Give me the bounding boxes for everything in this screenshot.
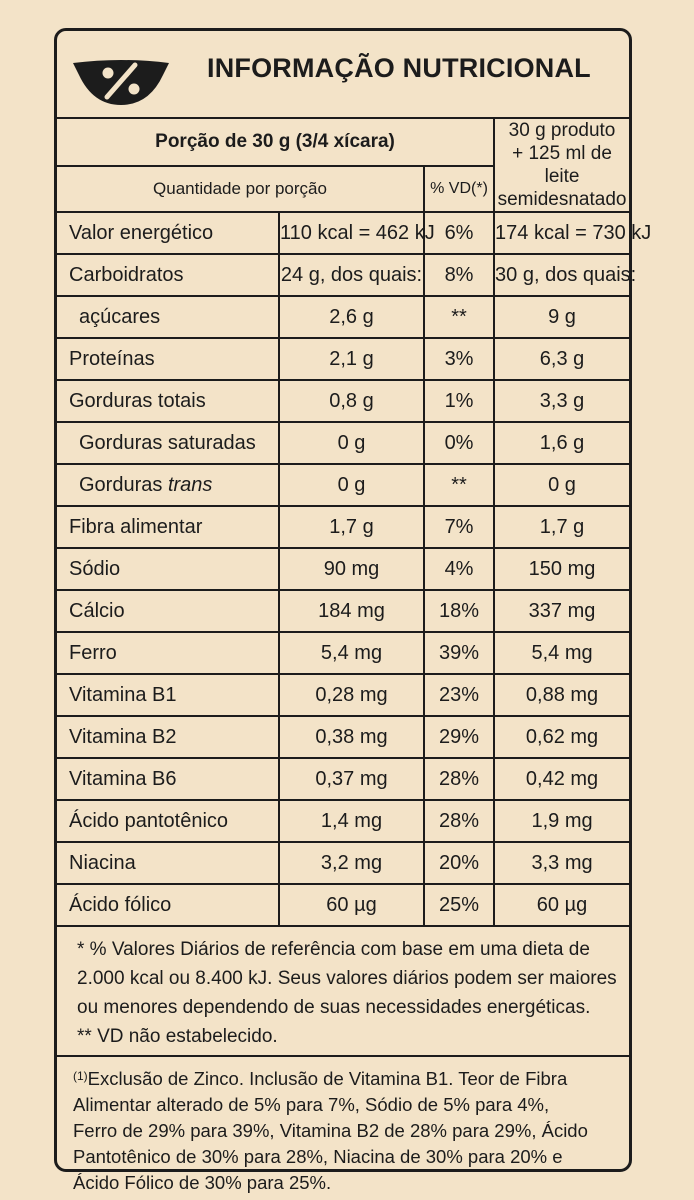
- amount-per-serving: 60 µg: [279, 884, 424, 926]
- daily-value-percent: 28%: [424, 758, 494, 800]
- nutrient-name-text: açúcares: [79, 305, 161, 328]
- nutrient-name: [57, 674, 279, 716]
- nutrient-name-text: Ácido pantotênico: [69, 809, 229, 832]
- nutrient-name-text: Ferro: [69, 641, 117, 664]
- table-row: [57, 506, 629, 548]
- daily-value-percent: 18%: [424, 590, 494, 632]
- amount-with-milk: 5,4 mg: [494, 632, 629, 674]
- nutrient-name-italic: trans: [167, 473, 213, 496]
- nutrient-name: [57, 254, 279, 296]
- amount-per-serving: 110 kcal = 462 kJ: [279, 212, 424, 254]
- daily-value-percent: 23%: [424, 674, 494, 716]
- table-row: [57, 212, 629, 254]
- daily-value-percent: 28%: [424, 800, 494, 842]
- amount-per-serving: 2,6 g: [279, 296, 424, 338]
- nutrient-name-text: Valor energético: [69, 221, 214, 244]
- amount-per-serving: 0,8 g: [279, 380, 424, 422]
- daily-value-percent: 1%: [424, 380, 494, 422]
- nutrient-name: [57, 506, 279, 548]
- nutrient-name-text: Ácido fólico: [69, 893, 172, 916]
- amount-per-serving: 184 mg: [279, 590, 424, 632]
- amount-with-milk: 1,6 g: [494, 422, 629, 464]
- vd-header: % VD(*): [424, 166, 494, 212]
- with-milk-header-line: 30 g produto: [508, 120, 616, 141]
- daily-value-percent: 25%: [424, 884, 494, 926]
- amount-with-milk: 0,88 mg: [494, 674, 629, 716]
- nutrient-name-text: Niacina: [69, 851, 136, 874]
- amount-with-milk: 1,9 mg: [494, 800, 629, 842]
- amount-with-milk: 0,62 mg: [494, 716, 629, 758]
- amount-with-milk: 9 g: [494, 296, 629, 338]
- table-row: [57, 338, 629, 380]
- footnotes: [57, 927, 629, 1055]
- with-milk-header-line: semidesnatado: [497, 189, 627, 210]
- legal-notes: [57, 1057, 629, 1196]
- amount-per-serving: 0 g: [279, 464, 424, 506]
- nutrient-name-text: Gorduras totais: [69, 389, 206, 412]
- page-title: INFORMAÇÃO NUTRICIONAL: [207, 53, 591, 83]
- amount-with-milk: 150 mg: [494, 548, 629, 590]
- amount-with-milk: 3,3 g: [494, 380, 629, 422]
- amount-with-milk: 0 g: [494, 464, 629, 506]
- daily-value-percent: 29%: [424, 716, 494, 758]
- table-row: [57, 380, 629, 422]
- with-milk-header: [494, 118, 629, 212]
- nutrient-name: [57, 800, 279, 842]
- amount-per-serving: 0 g: [279, 422, 424, 464]
- amount-per-serving: 90 mg: [279, 548, 424, 590]
- legal-line: Pantotênico de 30% para 28%, Niacina de 30% para 20% e: [73, 1146, 563, 1167]
- footnote-line: * % Valores Diários de referência com base em uma dieta de: [77, 939, 590, 960]
- amount-with-milk: 30 g, dos quais:: [494, 254, 629, 296]
- table-row: [57, 758, 629, 800]
- amount-per-serving: 24 g, dos quais:: [279, 254, 424, 296]
- nutrient-name: [57, 590, 279, 632]
- nutrient-name-text: Gorduras: [79, 473, 168, 496]
- table-row: [57, 842, 629, 884]
- daily-value-percent: 3%: [424, 338, 494, 380]
- footnote-line: ou menores dependendo de suas necessidades energéticas.: [77, 997, 591, 1018]
- amount-per-serving: 0,38 mg: [279, 716, 424, 758]
- nutrient-name: [57, 296, 279, 338]
- amount-with-milk: 6,3 g: [494, 338, 629, 380]
- nutrient-name-text: Vitamina B1: [69, 683, 177, 706]
- table-row: [57, 548, 629, 590]
- amount-with-milk: 60 µg: [494, 884, 629, 926]
- table-row: [57, 884, 629, 926]
- daily-value-percent: 7%: [424, 506, 494, 548]
- nutrient-name: [57, 842, 279, 884]
- daily-value-percent: 6%: [424, 212, 494, 254]
- amount-per-serving: 2,1 g: [279, 338, 424, 380]
- legal-line-text: Exclusão de Zinco. Inclusão de Vitamina B1. Teor de Fibra: [87, 1068, 568, 1089]
- table-row: [57, 632, 629, 674]
- nutrition-table: [57, 117, 652, 927]
- nutrient-name: [57, 212, 279, 254]
- nutrient-name-text: Carboidratos: [69, 263, 184, 286]
- daily-value-percent: 0%: [424, 422, 494, 464]
- amount-per-serving: 3,2 mg: [279, 842, 424, 884]
- table-row: [57, 422, 629, 464]
- nutrient-name: [57, 758, 279, 800]
- amount-per-serving: 0,37 mg: [279, 758, 424, 800]
- daily-value-percent: **: [424, 296, 494, 338]
- table-row: [57, 296, 629, 338]
- amount-per-serving: 0,28 mg: [279, 674, 424, 716]
- legal-line: Alimentar alterado de 5% para 7%, Sódio de 5% para 4%,: [73, 1094, 550, 1115]
- nutrient-name-text: Fibra alimentar: [69, 515, 203, 538]
- amount-with-milk: 1,7 g: [494, 506, 629, 548]
- table-row: [57, 590, 629, 632]
- nutrient-name-text: Proteínas: [69, 347, 155, 370]
- daily-value-percent: 39%: [424, 632, 494, 674]
- daily-value-percent: **: [424, 464, 494, 506]
- nutrient-name: [57, 548, 279, 590]
- table-row: [57, 464, 629, 506]
- daily-value-percent: 4%: [424, 548, 494, 590]
- nutrient-name: [57, 884, 279, 926]
- nutrient-name: [57, 716, 279, 758]
- footnote-line: 2.000 kcal ou 8.400 kJ. Seus valores diários podem ser maiores: [77, 968, 617, 989]
- amount-with-milk: 337 mg: [494, 590, 629, 632]
- nutrition-facts-panel: [54, 28, 652, 1193]
- nutrient-name: [57, 632, 279, 674]
- nutrient-name: [57, 422, 279, 464]
- amount-with-milk: 174 kcal = 730 kJ: [494, 212, 629, 254]
- legal-line: [73, 1063, 617, 1092]
- nutrient-name-text: Sódio: [69, 557, 121, 580]
- amount-with-milk: 3,3 mg: [494, 842, 629, 884]
- amount-per-serving: 1,4 mg: [279, 800, 424, 842]
- table-row: [57, 254, 629, 296]
- legal-line: Ácido Fólico de 30% para 25%.: [73, 1172, 332, 1193]
- nutrient-name: [57, 464, 279, 506]
- percent-bowl-icon: [71, 55, 171, 107]
- nutrient-name: [57, 380, 279, 422]
- nutrient-name-text: Vitamina B2: [69, 725, 177, 748]
- nutrient-name: [57, 338, 279, 380]
- amount-per-serving: 5,4 mg: [279, 632, 424, 674]
- legal-marker: (1): [73, 1069, 88, 1083]
- table-header-row: [57, 118, 629, 166]
- panel-header: [57, 31, 629, 117]
- amount-with-milk: 0,42 mg: [494, 758, 629, 800]
- with-milk-header-line: + 125 ml de leite: [512, 143, 612, 187]
- daily-value-percent: 20%: [424, 842, 494, 884]
- portion-label: Porção de 30 g (3/4 xícara): [57, 118, 494, 166]
- nutrient-name-text: Cálcio: [69, 599, 125, 622]
- legal-line: Ferro de 29% para 39%, Vitamina B2 de 28% para 29%, Ácido: [73, 1120, 588, 1141]
- quantity-label: Quantidade por porção: [57, 166, 424, 212]
- daily-value-percent: 8%: [424, 254, 494, 296]
- amount-per-serving: 1,7 g: [279, 506, 424, 548]
- table-row: [57, 716, 629, 758]
- footnote-line: ** VD não estabelecido.: [77, 1026, 278, 1047]
- nutrient-name-text: Gorduras saturadas: [79, 431, 256, 454]
- table-row: [57, 674, 629, 716]
- table-row: [57, 800, 629, 842]
- nutrient-name-text: Vitamina B6: [69, 767, 177, 790]
